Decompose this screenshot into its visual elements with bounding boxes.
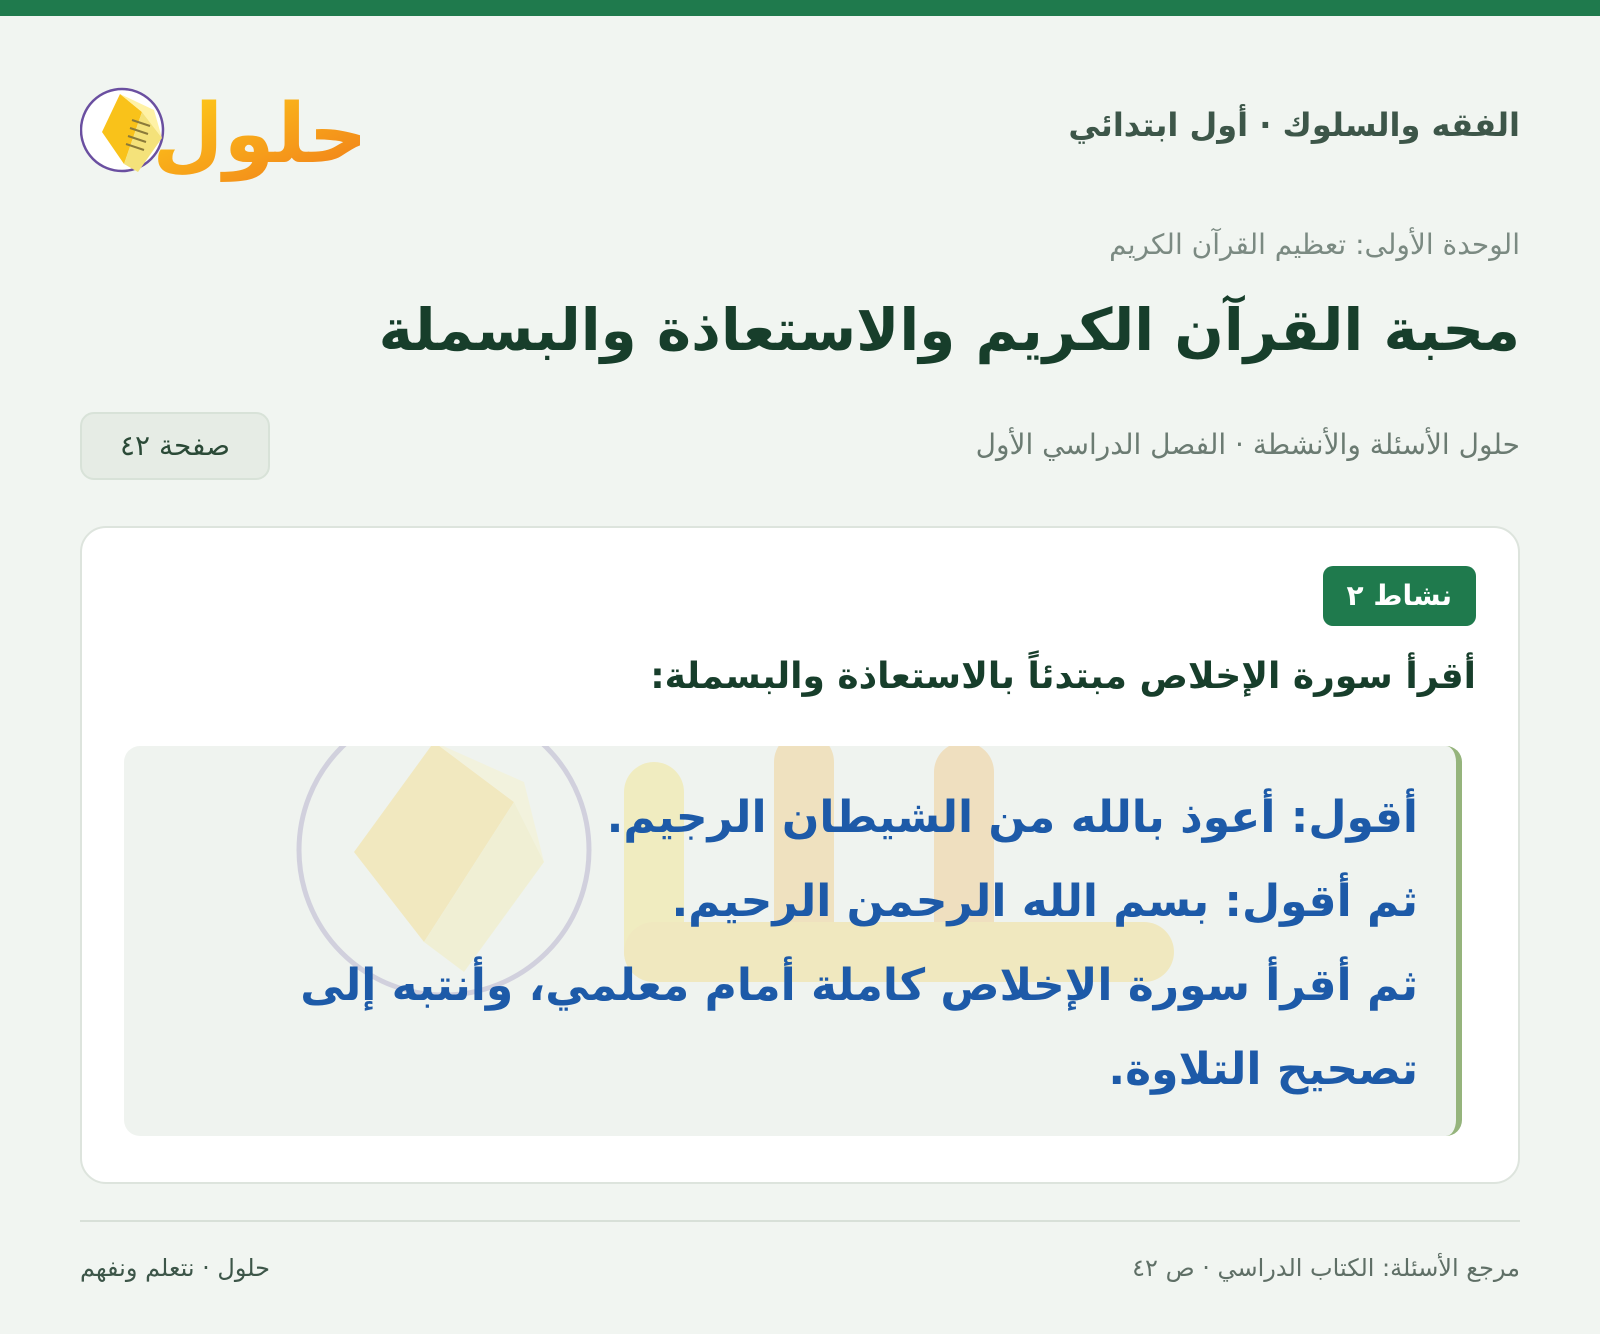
activity-question: أقرأ سورة الإخلاص مبتدئاً بالاستعاذة والبسملة: (650, 656, 1476, 697)
header (80, 72, 1520, 192)
lesson-meta: حلول الأسئلة والأنشطة · الفصل الدراسي الأول (975, 428, 1520, 461)
answer-text (274, 776, 1418, 1112)
lesson-title: محبة القرآن الكريم والاستعاذة والبسملة (378, 296, 1520, 364)
svg-text:حلول: حلول (152, 87, 360, 182)
answer-line: أقول: أعوذ بالله من الشيطان الرجيم. (606, 792, 1418, 843)
footer-reference: مرجع الأسئلة: الكتاب الدراسي · ص ٤٢ (1132, 1254, 1520, 1282)
footer-divider (80, 1220, 1520, 1222)
answer-line: ثم أقرأ سورة الإخلاص كاملة أمام معلمي، وأنتبه إلى (300, 960, 1418, 1011)
answer-line: ثم أقول: بسم الله الرحمن الرحيم. (671, 876, 1418, 927)
unit-label: الوحدة الأولى: تعظيم القرآن الكريم (1109, 228, 1520, 261)
answer-box (124, 746, 1462, 1136)
page-number-badge: صفحة ٤٢ (80, 412, 270, 480)
book-logo-icon (80, 72, 360, 192)
activity-badge: نشاط ٢ (1323, 566, 1476, 626)
answer-line: تصحيح التلاوة. (1108, 1044, 1418, 1095)
page (80, 16, 1520, 1334)
subject-grade-label: الفقه والسلوك · أول ابتدائي (1068, 106, 1520, 144)
activity-card (80, 526, 1520, 1184)
top-accent-bar (0, 0, 1600, 16)
footer-brand: حلول · نتعلم ونفهم (80, 1254, 270, 1282)
site-logo[interactable] (80, 72, 360, 192)
